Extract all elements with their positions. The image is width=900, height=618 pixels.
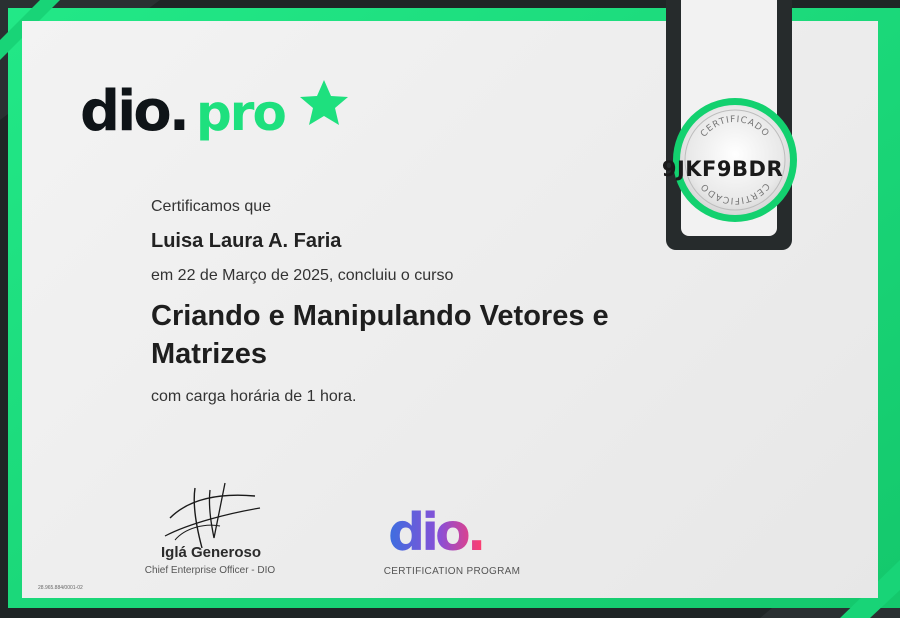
- reference-number: 28.965.884/0001-02: [38, 585, 83, 591]
- dio-program-logo: [388, 506, 518, 560]
- svg-text:dio.: dio.: [388, 506, 483, 560]
- svg-text:dio.: dio.: [80, 79, 188, 144]
- seal-label-bottom: CERTIFICADO: [699, 180, 771, 206]
- dio-pro-logo: [80, 78, 350, 144]
- seal-label-top: CERTIFICADO: [699, 114, 771, 140]
- star-icon: [300, 80, 348, 125]
- recipient-name: Luisa Laura A. Faria: [151, 230, 342, 252]
- certification-program-label: CERTIFICATION PROGRAM: [383, 566, 521, 577]
- signatory-role: Chief Enterprise Officer - DIO: [144, 565, 276, 576]
- completion-line: em 22 de Março de 2025, concluiu o curso: [151, 267, 454, 284]
- course-title: Criando e Manipulando Vetores e Matrizes: [151, 300, 609, 370]
- certificate-code: 9JKF9BDR: [661, 157, 784, 181]
- workload-text: com carga horária de 1 hora.: [151, 388, 357, 405]
- svg-text:pro: pro: [196, 84, 285, 142]
- signatory-name: Iglá Generoso: [160, 544, 262, 561]
- intro-text: Certificamos que: [151, 198, 272, 215]
